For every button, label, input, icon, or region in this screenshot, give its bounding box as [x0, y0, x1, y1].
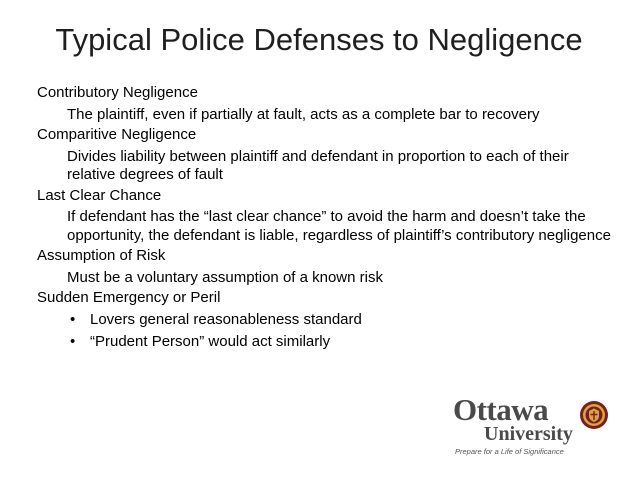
- logo-wordmark-university: University: [484, 423, 573, 445]
- section-detail: Must be a voluntary assumption of a known risk: [67, 268, 383, 286]
- section-contributory-negligence: [37, 84, 617, 124]
- list-item: [70, 333, 617, 352]
- section-detail: The plaintiff, even if partially at fault, acts as a complete bar to recovery: [67, 105, 540, 123]
- section-detail: If defendant has the “last clear chance” to avoid the harm and doesn’t take the opportunity, the defendant is liable, regardless of plaintiff’s contributory negligence: [67, 208, 611, 244]
- list-item-text: Lovers general reasonableness standard: [90, 310, 362, 328]
- ottawa-university-logo: [450, 394, 620, 460]
- section-heading: Contributory Negligence: [37, 84, 198, 101]
- bullet-icon: •: [70, 333, 76, 350]
- bullet-icon: •: [70, 310, 76, 328]
- logo-wordmark-ottawa: Ottawa: [453, 392, 549, 427]
- university-seal-icon: [579, 400, 609, 430]
- section-sudden-emergency: [37, 289, 617, 352]
- slide-title: Typical Police Defenses to Negligence: [55, 22, 583, 57]
- logo-tagline: Prepare for a Life of Significance: [455, 447, 564, 456]
- section-heading: Sudden Emergency or Peril: [37, 289, 221, 306]
- section-last-clear-chance: [37, 187, 617, 246]
- list-item: [70, 311, 617, 330]
- bullet-list: [70, 311, 617, 352]
- slide-body: [37, 84, 617, 356]
- section-heading: Last Clear Chance: [37, 186, 162, 204]
- list-item-text: “Prudent Person” would act similarly: [90, 333, 331, 350]
- section-heading: Comparitive Negligence: [37, 126, 197, 143]
- section-assumption-of-risk: [37, 247, 617, 287]
- section-detail: Divides liability between plaintiff and defendant in proportion to each of their relative degrees of fault: [67, 147, 569, 183]
- section-heading: Assumption of Risk: [37, 247, 166, 264]
- section-comparitive-negligence: [37, 126, 617, 185]
